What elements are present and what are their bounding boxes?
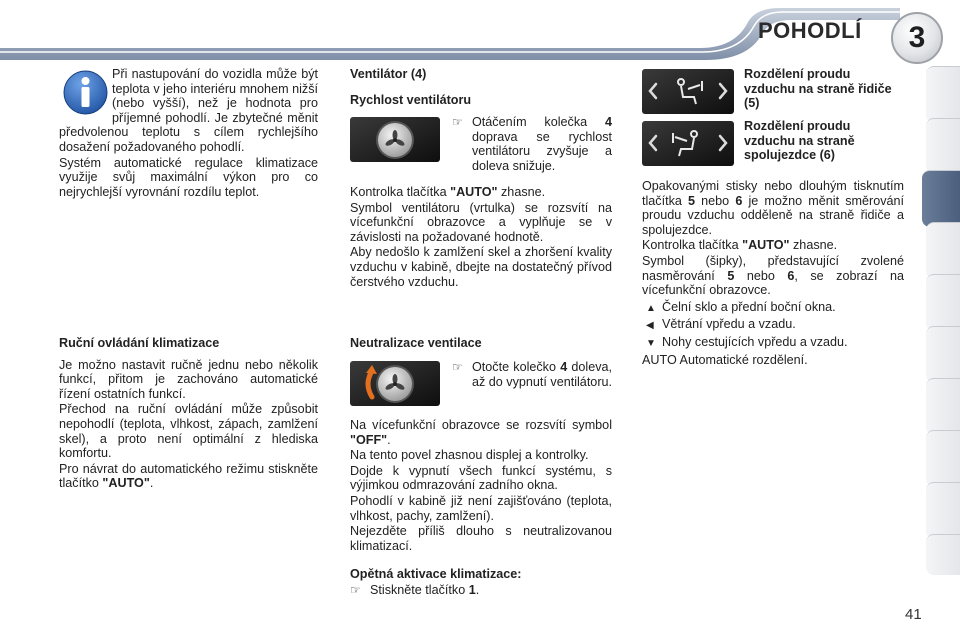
info-block — [59, 67, 318, 200]
airflow-list-item — [642, 335, 904, 352]
neutral-text — [350, 418, 612, 599]
page-title: POHODLÍ — [758, 18, 862, 43]
chapter-tab[interactable] — [926, 274, 960, 331]
fan-knob-image — [350, 117, 440, 162]
bullet-text: Otočte kolečko — [472, 360, 561, 374]
n1-text: Na vícefunkční obrazovce se rozsvítí symbol — [350, 418, 612, 432]
reactivate-number: 1 — [468, 582, 476, 597]
fan-paragraph-3: Aby nedošlo k zamlžení skel a zhoršení kvality vzduchu v kabině, dbejte na dostatečný přívod čerstvého vzduchu. — [350, 245, 612, 289]
auto-distribution-line: AUTO Automatické rozdělení. — [642, 352, 808, 367]
bullet-text: Otáčením kolečka — [472, 115, 605, 129]
list-item-text: Čelní sklo a přední boční okna. — [662, 299, 836, 314]
neutral-paragraph-4: Pohodlí v kabině již není zajišťováno (teplota, vlhkost, pachy, zamlžení). — [350, 493, 612, 523]
chapter-tab[interactable] — [926, 430, 960, 487]
manual-paragraph-1: Je možno nastavit ručně jednu nebo několik funkcí, přitom je zachováno automatické řízení ostatních funkcí. — [59, 357, 318, 401]
num-6: 6 — [787, 268, 795, 283]
manual-control-section — [59, 336, 318, 492]
p1-mid: nebo — [695, 193, 736, 208]
pointing-hand-icon: ☞ — [452, 115, 463, 129]
manual-control-heading: Ruční ovládání klimatizace — [59, 336, 220, 350]
reactivate-heading: Opětná aktivace klimatizace: — [350, 567, 522, 582]
manual-paragraph-3 — [59, 462, 318, 491]
list-item-text: Větrání vpředu a vzadu. — [662, 317, 796, 332]
auto-label: "AUTO" — [102, 476, 150, 491]
manual-paragraph-2: Přechod na ruční ovládání může způsobit nepohodlí (teplota, vlhkost, zápach, zamlžení skel), a proto není optimální z hlediska komfortu. — [59, 402, 318, 461]
chapter-tab[interactable] — [926, 66, 960, 123]
driver-airflow-button-image — [642, 69, 734, 114]
auto-label: "AUTO" — [450, 185, 498, 199]
num-5: 5 — [727, 268, 735, 283]
arrow-left-icon: ◀ — [646, 320, 654, 332]
off-label: "OFF" — [350, 432, 388, 447]
chapter-tab[interactable] — [926, 222, 960, 279]
p2-end: zhasne. — [789, 238, 838, 253]
manual-p3-end: . — [149, 476, 154, 491]
reactivate-text: Stiskněte tlačítko — [370, 582, 469, 597]
fan-section — [350, 67, 612, 108]
passenger-airflow-heading: Rozdělení proudu vzduchu na straně spolujezdce (6) — [744, 119, 855, 163]
neutral-paragraph-2: Na tento povel zhasnou displej a kontrolky. — [350, 448, 589, 463]
bullet-text-end: doleva, až do vypnutí ventilátoru. — [472, 360, 613, 389]
p3-text: Symbol (šipky), představující zvolené nasměrování — [642, 253, 904, 283]
neutral-paragraph-5: Nejezděte příliš dlouho s neutralizovanou klimatizací. — [350, 524, 612, 553]
fan-speed-bullet — [452, 115, 612, 173]
chapter-tab[interactable] — [926, 482, 960, 539]
airflow-text — [642, 179, 904, 368]
pointing-hand-icon: ☞ — [350, 582, 361, 597]
fan-speed-heading: Rychlost ventilátoru — [350, 92, 472, 107]
reactivate-step — [350, 583, 612, 598]
airflow-paragraph-1 — [642, 179, 904, 237]
fan-knob-rotate-image — [350, 361, 440, 406]
p1-text: Kontrolka tlačítka — [350, 185, 451, 199]
chapter-tab-active[interactable] — [922, 170, 960, 227]
chapter-tab[interactable] — [926, 534, 960, 575]
reactivate-end: . — [475, 582, 480, 597]
info-paragraph-2: Systém automatické regulace klimatizace využije svůj maximální výkon pro co nejrychlejší vyrovnání rozdílu teplot. — [59, 155, 318, 199]
info-paragraph-1: Při nastupování do vozidla může být teplota v jeho interiéru mnohem nižší (nebo vyšší), než je hodnota pro příjemné pohodlí. Je zbytečné měnit předvolenou teplotu s cílem rychlejšího dosažení požadovaného pohodlí. — [59, 67, 318, 154]
icon-spacer — [59, 67, 112, 125]
bullet-number: 4 — [604, 115, 612, 129]
manual-p3-text: Pro návrat do automatického režimu stiskněte tlačítko — [59, 461, 318, 491]
driver-airflow-heading: Rozdělení proudu vzduchu na straně řidiče (5) — [744, 67, 892, 111]
arrow-down-icon: ▼ — [646, 337, 656, 349]
chapter-tabs — [926, 66, 960, 576]
airflow-paragraph-3 — [642, 254, 904, 298]
p2-text: Kontrolka tlačítka — [642, 238, 743, 253]
chapter-badge: 3 — [891, 12, 943, 64]
num-5: 5 — [688, 193, 696, 208]
chapter-tab[interactable] — [926, 118, 960, 175]
p1-text: Opakovanými stisky nebo dlouhým tisknutím tlačítka — [642, 179, 904, 208]
chapter-tab[interactable] — [926, 378, 960, 435]
neutral-heading: Neutralizace ventilace — [350, 336, 482, 350]
fan-heading: Ventilátor (4) — [350, 67, 427, 81]
airflow-list-item — [642, 317, 904, 334]
arrow-up-icon: ▲ — [646, 302, 656, 314]
neutral-section — [350, 336, 612, 352]
passenger-airflow-heading-wrap — [744, 119, 904, 164]
num-6: 6 — [735, 193, 743, 208]
bullet-number: 4 — [560, 360, 568, 374]
neutral-paragraph-3: Dojde k vypnutí všech funkcí systému, s výjimkou odmrazování zadního okna. — [350, 463, 612, 493]
auto-label: "AUTO" — [742, 238, 790, 253]
chapter-tab[interactable] — [926, 326, 960, 383]
fan-paragraph-2: Symbol ventilátoru (vrtulka) se rozsvítí na vícefunkční obrazovce a vyplňuje se v závislosti na požadované hodnotě. — [350, 200, 612, 244]
p3-end: , se zobrazí na vícefunkční obrazovce. — [642, 268, 904, 298]
list-item-text: Nohy cestujících vpředu a vzadu. — [662, 334, 848, 349]
p3-mid: nebo — [734, 268, 788, 283]
p1-end: zhasne. — [497, 185, 546, 199]
neutral-paragraph-1 — [350, 418, 612, 447]
pointing-hand-icon: ☞ — [452, 360, 463, 374]
fan-text — [350, 185, 612, 290]
p1-end: je možno měnit směrování proudu vzduchu odděleně na straně řidiče a spolujezdce. — [642, 193, 905, 237]
neutral-bullet — [452, 360, 613, 389]
airflow-paragraph-2 — [642, 238, 904, 253]
driver-airflow-heading-wrap — [744, 67, 904, 112]
airflow-list-item — [642, 300, 904, 317]
bullet-text-end: doprava se rychlost ventilátoru zvyšuje a doleva snižuje. — [472, 129, 612, 173]
page-header — [0, 0, 960, 62]
passenger-airflow-button-image — [642, 121, 734, 166]
page-number: 41 — [905, 606, 922, 623]
fan-paragraph-1 — [350, 185, 612, 200]
n1-end: . — [387, 432, 391, 447]
